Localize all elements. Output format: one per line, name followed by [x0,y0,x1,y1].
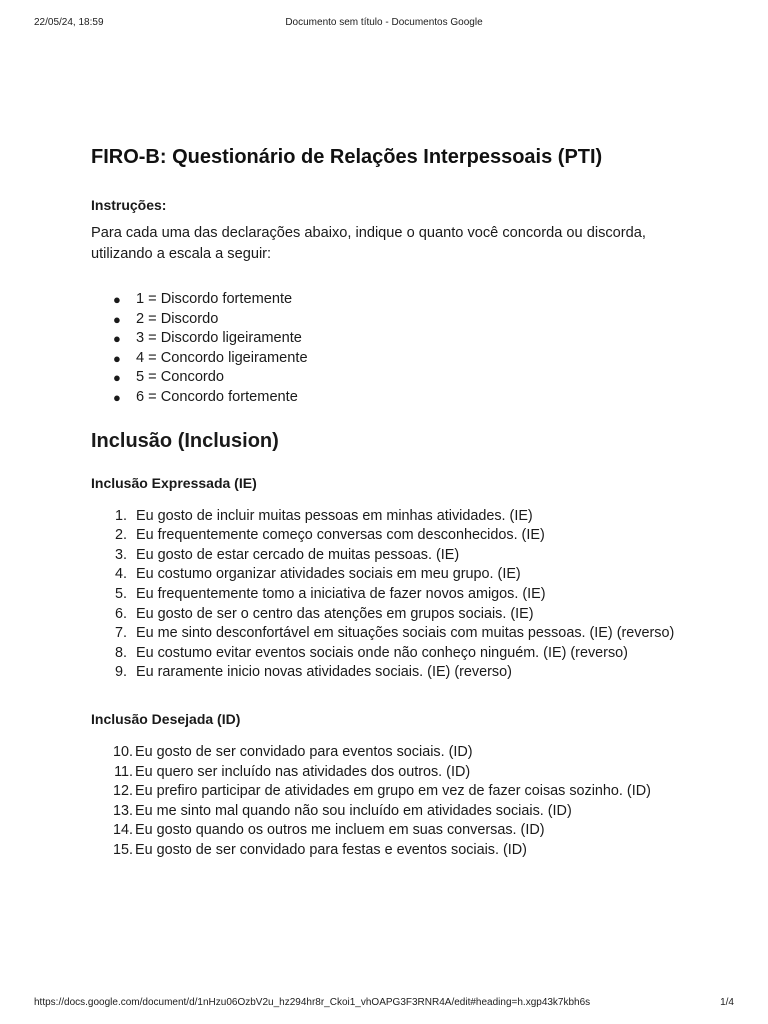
subsection-heading-ie: Inclusão Expressada (IE) [91,474,257,491]
item-number: 4. [114,566,127,583]
print-datetime: 22/05/24, 18:59 [34,17,104,28]
bullet-icon: ● [113,311,121,327]
print-footer [34,997,734,1011]
print-page-title: Documento sem título - Documentos Google [285,17,483,28]
list-item [91,585,691,605]
scale-item [91,388,691,408]
document-title: FIRO-B: Questionário de Relações Interpessoais (PTI) [91,146,603,168]
scale-item [91,329,691,349]
item-text: Eu gosto de ser o centro das atenções em grupos sociais. (IE) [136,605,534,622]
list-item [91,663,691,683]
scale-item [91,349,691,369]
item-text: Eu gosto de estar cercado de muitas pessoas. (IE) [136,546,460,563]
list-item [91,763,691,783]
item-number: 1. [114,507,127,524]
list-item [91,624,691,644]
item-number: 12. [112,783,133,800]
item-number: 3. [114,546,127,563]
item-number: 5. [114,585,127,602]
item-text: Eu me sinto mal quando não sou incluído em atividades sociais. (ID) [135,802,572,819]
item-number: 9. [114,664,127,681]
subsection-heading-id: Inclusão Desejada (ID) [91,710,241,727]
item-text: Eu frequentemente tomo a iniciativa de fazer novos amigos. (IE) [136,585,546,602]
item-text: Eu raramente inicio novas atividades sociais. (IE) (reverso) [136,664,512,681]
scale-item-text: 2 = Discordo [136,310,219,327]
scale-item-text: 1 = Discordo fortemente [136,291,293,307]
item-text: Eu costumo evitar eventos sociais onde não conheço ninguém. (IE) (reverso) [136,644,628,661]
item-number: 14. [112,822,133,839]
item-text: Eu costumo organizar atividades sociais em meu grupo. (IE) [136,566,521,583]
item-text: Eu prefiro participar de atividades em grupo em vez de fazer coisas sozinho. (ID) [135,783,651,800]
list-item [91,605,691,625]
document-body [91,143,691,860]
id-question-list [91,743,691,861]
list-item [91,565,691,585]
section-title-inclusion: Inclusão (Inclusion) [91,429,279,452]
list-item [91,743,691,763]
instructions-text: Para cada uma das declarações abaixo, indique o quanto você concorda ou discorda, utilizando a escala a seguir: [91,225,646,262]
item-text: Eu frequentemente começo conversas com desconhecidos. (IE) [136,527,545,544]
item-number: 11. [114,763,133,780]
scale-item-text: 6 = Concordo fortemente [136,388,298,405]
list-item [91,821,691,841]
bullet-icon: ● [113,370,121,386]
print-page-number: 1/4 [720,997,734,1008]
item-number: 15. [112,841,133,858]
scale-item-text: 4 = Concordo ligeiramente [136,349,308,366]
item-number: 7. [114,625,127,642]
item-text: Eu gosto de ser convidado para eventos sociais. (ID) [135,743,473,760]
bullet-icon: ● [113,292,121,307]
scale-item [91,368,691,388]
print-url[interactable]: https://docs.google.com/document/d/1nHzu06OzbV2u_hz294hr8r_Ckoi1_vhOAPG3F3RNR4A/edit#heading=h.xgp43k7kbh6s [34,997,591,1008]
instructions-heading: Instruções: [91,197,167,213]
scale-item [91,290,691,310]
item-number: 10. [112,743,133,760]
item-text: Eu quero ser incluído nas atividades dos outros. (ID) [135,763,471,780]
print-header [34,17,734,31]
list-item [91,526,691,546]
scale-item-text: 5 = Concordo [136,369,225,386]
item-number: 8. [114,644,127,661]
scale-item [91,310,691,330]
item-number: 13. [112,802,133,819]
item-text: Eu me sinto desconfortável em situações sociais com muitas pessoas. (IE) (reverso) [136,625,675,642]
item-text: Eu gosto quando os outros me incluem em suas conversas. (ID) [135,822,545,839]
bullet-icon: ● [113,389,121,405]
item-number: 6. [114,605,127,622]
scale-item-text: 3 = Discordo ligeiramente [136,330,302,347]
ie-question-list [91,507,691,683]
list-item [91,802,691,822]
bullet-icon: ● [113,350,121,366]
item-number: 2. [114,527,127,544]
list-item [91,782,691,802]
list-item [91,546,691,566]
item-text: Eu gosto de incluir muitas pessoas em minhas atividades. (IE) [136,507,533,524]
list-item [91,644,691,664]
list-item [91,841,691,861]
list-item [91,507,691,527]
item-text: Eu gosto de ser convidado para festas e eventos sociais. (ID) [135,841,527,858]
bullet-icon: ● [113,331,121,347]
scale-list [91,290,691,408]
